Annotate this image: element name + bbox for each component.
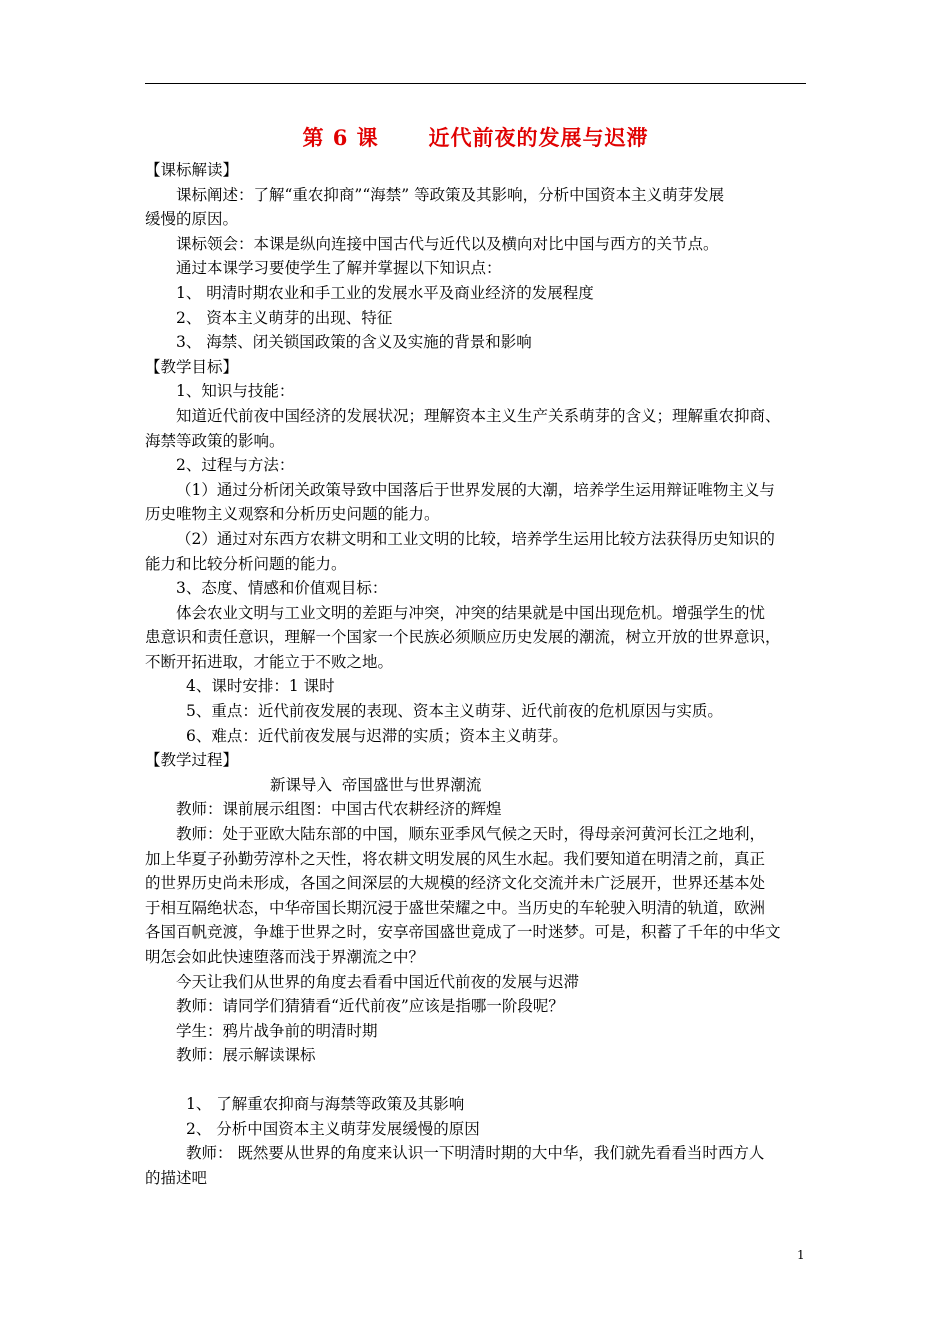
paragraph-line: 患意识和责任意识，理解一个国家一个民族必须顺应历史发展的潮流，树立开放的世界意识，: [145, 628, 781, 647]
paragraph-line: 于相互隔绝状态，中华帝国长期沉浸于盛世荣耀之中。当历史的车轮驶入明清的轨道，欧洲: [145, 898, 766, 917]
list-item: 2、 分析中国资本主义萌芽发展缓慢的原因: [186, 1119, 480, 1138]
lesson-title: 第 6 课 近代前夜的发展与迟滞: [302, 125, 649, 150]
paragraph-line: 教师：课前展示组图：中国古代农耕经济的辉煌: [176, 800, 502, 819]
page-number: 1: [797, 1248, 805, 1262]
paragraph-line: 体会农业文明与工业文明的差距与冲突，冲突的结果就是中国出现危机。增强学生的忧: [176, 603, 766, 622]
paragraph-line: 教师：处于亚欧大陆东部的中国，顺东亚季风气候之天时，得母亲河黄河长江之地利，: [176, 825, 766, 844]
paragraph-line: （1）通过分析闭关政策导致中国落后于世界发展的大潮，培养学生运用辩证唯物主义与: [176, 480, 775, 499]
document-body: [145, 158, 817, 1190]
paragraph-line: （2）通过对东西方农耕文明和工业文明的比较，培养学生运用比较方法获得历史知识的: [176, 529, 775, 548]
list-item: 5、重点：近代前夜发展的表现、资本主义萌芽、近代前夜的危机原因与实质。: [186, 702, 723, 721]
paragraph-line: 加上华夏子孙勤劳淳朴之天性，将农耕文明发展的风生水起。我们要知道在明清之前，真正: [145, 849, 766, 868]
list-item: 1、 了解重农抑商与海禁等政策及其影响: [186, 1094, 465, 1113]
paragraph-line: 能力和比较分析问题的能力。: [145, 554, 347, 573]
paragraph-line: 海禁等政策的影响。: [145, 431, 285, 450]
section-heading: 【教学目标】: [145, 357, 239, 376]
dialogue-line: 教师：请同学们猜猜看“近代前夜”应该是指哪一阶段呢？: [176, 997, 564, 1016]
subheading: 2、过程与方法：: [176, 456, 295, 475]
list-item: 3、 海禁、闭关锁国政策的含义及实施的背景和影响: [176, 333, 532, 352]
dialogue-line: 教师：展示解读课标: [176, 1046, 316, 1065]
list-item: 2、 资本主义萌芽的出现、特征: [176, 308, 393, 327]
paragraph-line: 知道近代前夜中国经济的发展状况；理解资本主义生产关系萌芽的含义；理解重农抑商、: [176, 406, 781, 425]
paragraph-line: 明怎会如此快速堕落而浅于界潮流之中？: [145, 948, 425, 966]
list-item: 6、难点：近代前夜发展与迟滞的实质；资本主义萌芽。: [186, 726, 568, 745]
blank-line: [145, 1068, 817, 1092]
section-heading: 【教学过程】: [145, 751, 239, 770]
intro-heading: 新课导入 帝国盛世与世界潮流: [270, 775, 482, 794]
dialogue-line: 教师： 既然要从世界的角度来认识一下明清时期的大中华，我们就先看看当时西方人: [186, 1144, 765, 1163]
paragraph-line: 不断开拓进取，才能立于不败之地。: [145, 652, 394, 671]
subheading: 1、知识与技能：: [176, 382, 295, 401]
list-item: 1、 明清时期农业和手工业的发展水平及商业经济的发展程度: [176, 283, 594, 302]
header-rule: [145, 83, 806, 84]
paragraph-line: 课标阐述：了解“重农抑商”“海禁” 等政策及其影响，分析中国资本主义萌芽发展: [176, 185, 725, 204]
paragraph-line: 通过本课学习要使学生了解并掌握以下知识点：: [176, 259, 502, 278]
paragraph-line: 历史唯物主义观察和分析历史问题的能力。: [145, 505, 440, 524]
subheading: 3、态度、情感和价值观目标：: [176, 579, 388, 598]
paragraph-line: 各国百帆竞渡，争雄于世界之时，安享帝国盛世竟成了一时迷梦。可是，积蓄了千年的中华文: [145, 923, 781, 942]
list-item: 4、课时安排：1 课时: [186, 677, 335, 696]
section-heading: 【课标解读】: [145, 161, 239, 179]
paragraph-line: 的描述吧: [145, 1168, 208, 1187]
paragraph-line: 缓慢的原因。: [145, 210, 239, 229]
paragraph-line: 的世界历史尚未形成，各国之间深层的大规模的经济文化交流并未广泛展开，世界还基本处: [145, 874, 766, 893]
paragraph-line: 课标领会：本课是纵向连接中国古代与近代以及横向对比中国与西方的关节点。: [176, 234, 719, 253]
dialogue-line: 学生：鸦片战争前的明清时期: [176, 1021, 378, 1040]
paragraph-line: 今天让我们从世界的角度去看看中国近代前夜的发展与迟滞: [176, 972, 580, 991]
